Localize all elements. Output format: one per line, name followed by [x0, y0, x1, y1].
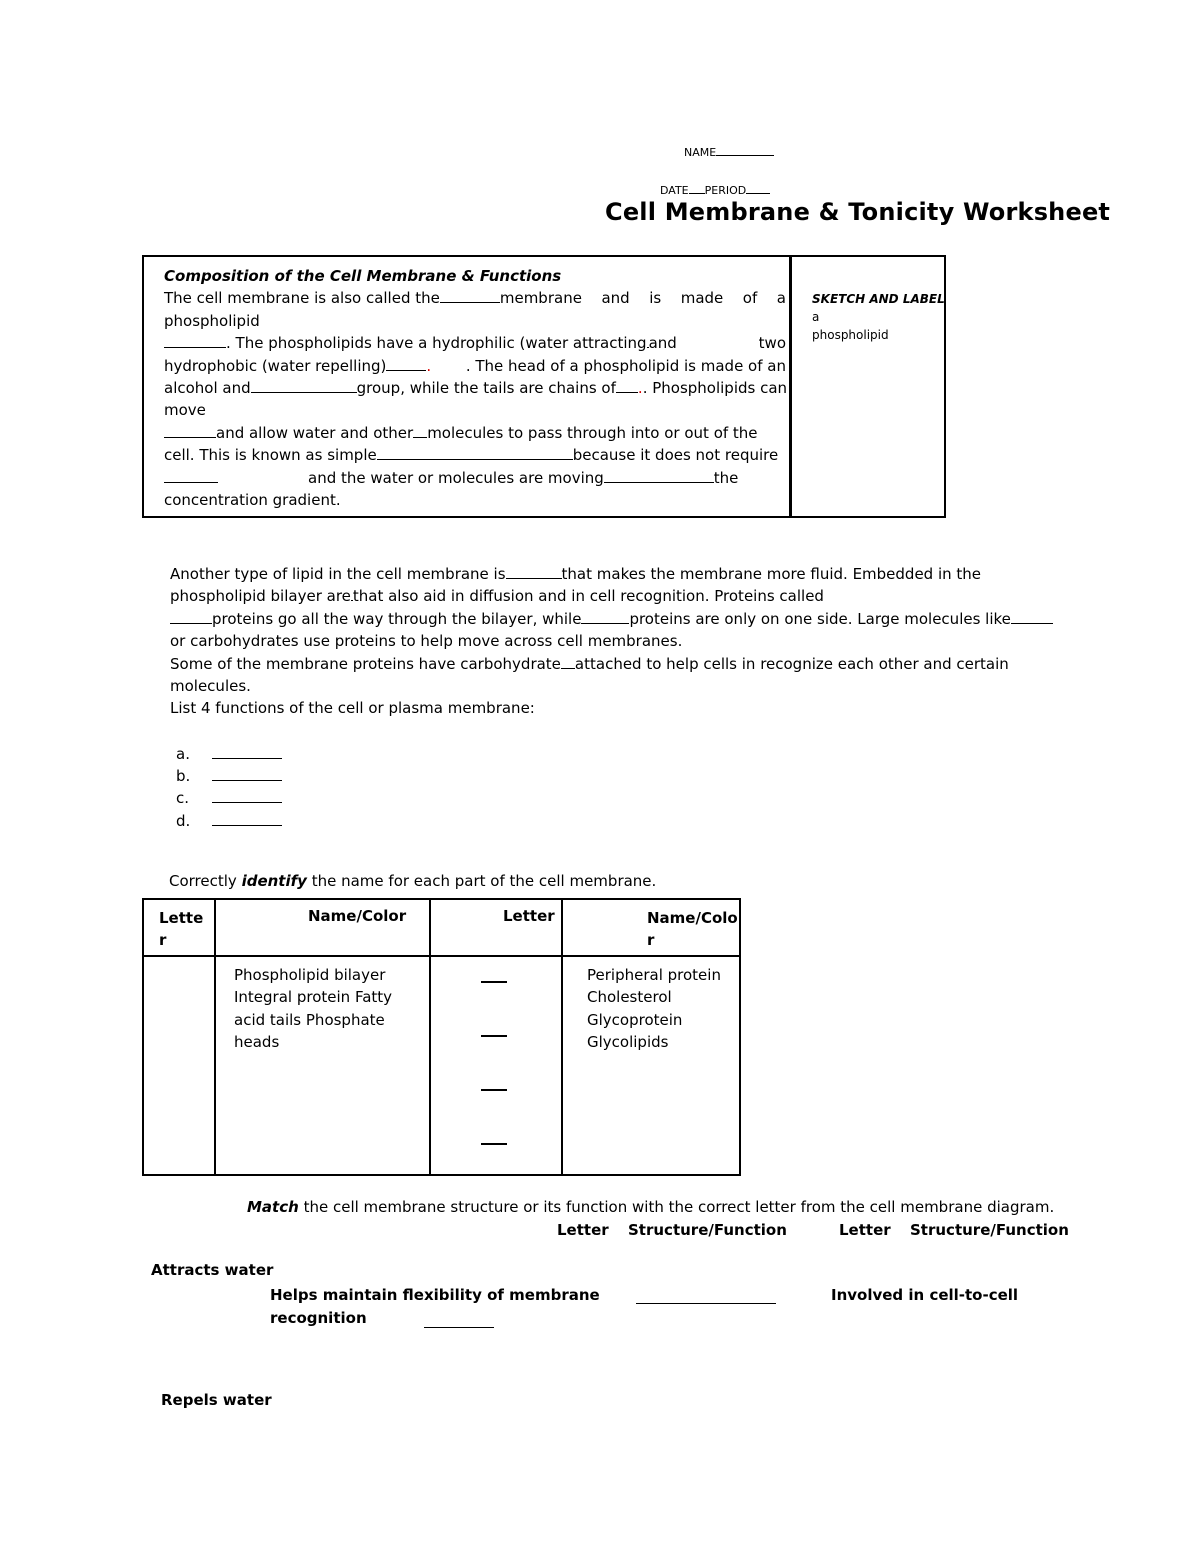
composition-line-7: and allow water and other molecules to pass through into or out of the: [164, 422, 786, 444]
blank-energy[interactable]: [164, 469, 218, 483]
blank-integral[interactable]: [170, 610, 212, 624]
match-blank-1[interactable]: [636, 1288, 776, 1304]
box-divider: [789, 255, 792, 518]
table-header-row: [143, 899, 740, 956]
match-blank-2[interactable]: [424, 1313, 494, 1328]
col-name-2: Name/Color: [647, 909, 738, 949]
letter-cell-1[interactable]: [143, 956, 215, 1175]
letter-dash[interactable]: [481, 1143, 507, 1145]
right-names: Peripheral protein Cholesterol Glycoprotein Glycolipids: [587, 966, 721, 1052]
match-header-struct-2: Structure/Function: [910, 1221, 1069, 1239]
letter-dash[interactable]: [481, 1089, 507, 1091]
composition-line-1: The cell membrane is also called the membrane and is made of a: [164, 289, 786, 308]
name-blank[interactable]: [716, 142, 774, 156]
match-header-struct-1: Structure/Function: [628, 1221, 787, 1239]
sketch-instructions: SKETCH AND LABEL a phospholipid: [812, 292, 945, 342]
left-names: Phospholipid bilayer Integral protein Fatty acid tails Phosphate heads: [234, 966, 393, 1052]
match-intro: Match the cell membrane structure or its function with the correct letter from the cell membrane diagram.: [247, 1198, 1055, 1216]
name-field: NAME: [684, 142, 774, 159]
composition-line-3: . The phospholipids have a hydrophilic (water attracting and two: [164, 332, 786, 354]
composition-line-9: and the water or molecules are moving the: [164, 467, 786, 489]
blank-tails[interactable]: [386, 357, 426, 371]
col-letter-1: Letter: [159, 909, 204, 949]
function-blank-d[interactable]: [212, 812, 282, 826]
function-blank-b[interactable]: [212, 767, 282, 781]
table-row: [143, 956, 740, 1175]
col-letter-2: Letter: [503, 907, 555, 925]
blank-bilayer[interactable]: [164, 334, 226, 348]
identify-table: [142, 898, 741, 1176]
list-item: a.: [176, 743, 282, 765]
period-blank[interactable]: [746, 180, 770, 194]
list-item: c.: [176, 787, 282, 809]
blank-large-molecules[interactable]: [1011, 610, 1053, 624]
date-period-field: DATE PERIOD: [660, 180, 770, 197]
composition-heading: Composition of the Cell Membrane & Functions: [164, 267, 562, 285]
match-item-repels-water: Repels water: [161, 1391, 272, 1409]
match-item-attracts-water: Attracts water: [151, 1261, 274, 1279]
letter-dash[interactable]: [481, 1035, 507, 1037]
functions-list: [176, 743, 282, 832]
composition-text: [164, 265, 786, 511]
match-header-letter-2: Letter: [839, 1221, 891, 1239]
blank-move[interactable]: [164, 424, 216, 438]
blank-cholesterol[interactable]: [506, 565, 562, 579]
letter-dash[interactable]: [481, 981, 507, 983]
match-item-recognition-2: recognition: [270, 1309, 367, 1327]
match-header-letter-1: Letter: [557, 1221, 609, 1239]
blank-peripheral[interactable]: [581, 610, 629, 624]
blank-chains[interactable]: [616, 379, 638, 393]
match-item-recognition: Involved in cell-to-cell: [831, 1286, 1019, 1304]
match-item-flexibility: Helps maintain flexibility of membrane: [270, 1286, 600, 1304]
function-blank-a[interactable]: [212, 745, 282, 759]
function-blank-c[interactable]: [212, 789, 282, 803]
blank-membrane[interactable]: [440, 289, 500, 303]
composition-line-10: concentration gradient.: [164, 491, 341, 510]
col-name-1: Name/Color: [308, 907, 407, 925]
lipids-paragraph: Another type of lipid in the cell membrane is that makes the membrane more fluid. Embedded in the phospholipid bilayer are that also aid in diffusion and in cell recognition. Proteins called proteins go all the way through the bilayer, while proteins are only on one side. Large molecules like or carbohydrates use proteins to help move across cell membranes. Some of the membrane proteins have carbohydrate attached to help cells in recognize each other and certain molecules. List 4 functions of the cell or plasma membrane:: [170, 563, 1060, 720]
list-item: d.: [176, 810, 282, 832]
blank-diffusion[interactable]: [377, 446, 573, 460]
letter-cell-2[interactable]: [430, 956, 562, 1175]
blank-group[interactable]: [251, 379, 357, 393]
blank-direction[interactable]: [604, 469, 714, 483]
composition-line-2: phospholipid: [164, 311, 260, 330]
composition-line-5: alcohol and group, while the tails are chains of . . Phospholipids can: [164, 379, 788, 398]
page-title: Cell Membrane & Tonicity Worksheet: [605, 198, 1111, 226]
composition-line-8: cell. This is known as simple because it does not require: [164, 446, 779, 465]
blank-carbohydrate[interactable]: [561, 655, 575, 669]
blank-other[interactable]: [413, 424, 427, 438]
list-item: b.: [176, 765, 282, 787]
composition-line-4: hydrophobic (water repelling) . . The head of a phospholipid is made of an: [164, 356, 786, 375]
composition-line-6: move: [164, 401, 206, 420]
date-blank[interactable]: [689, 180, 705, 194]
identify-intro: Correctly identify the name for each part of the cell membrane.: [169, 872, 657, 890]
